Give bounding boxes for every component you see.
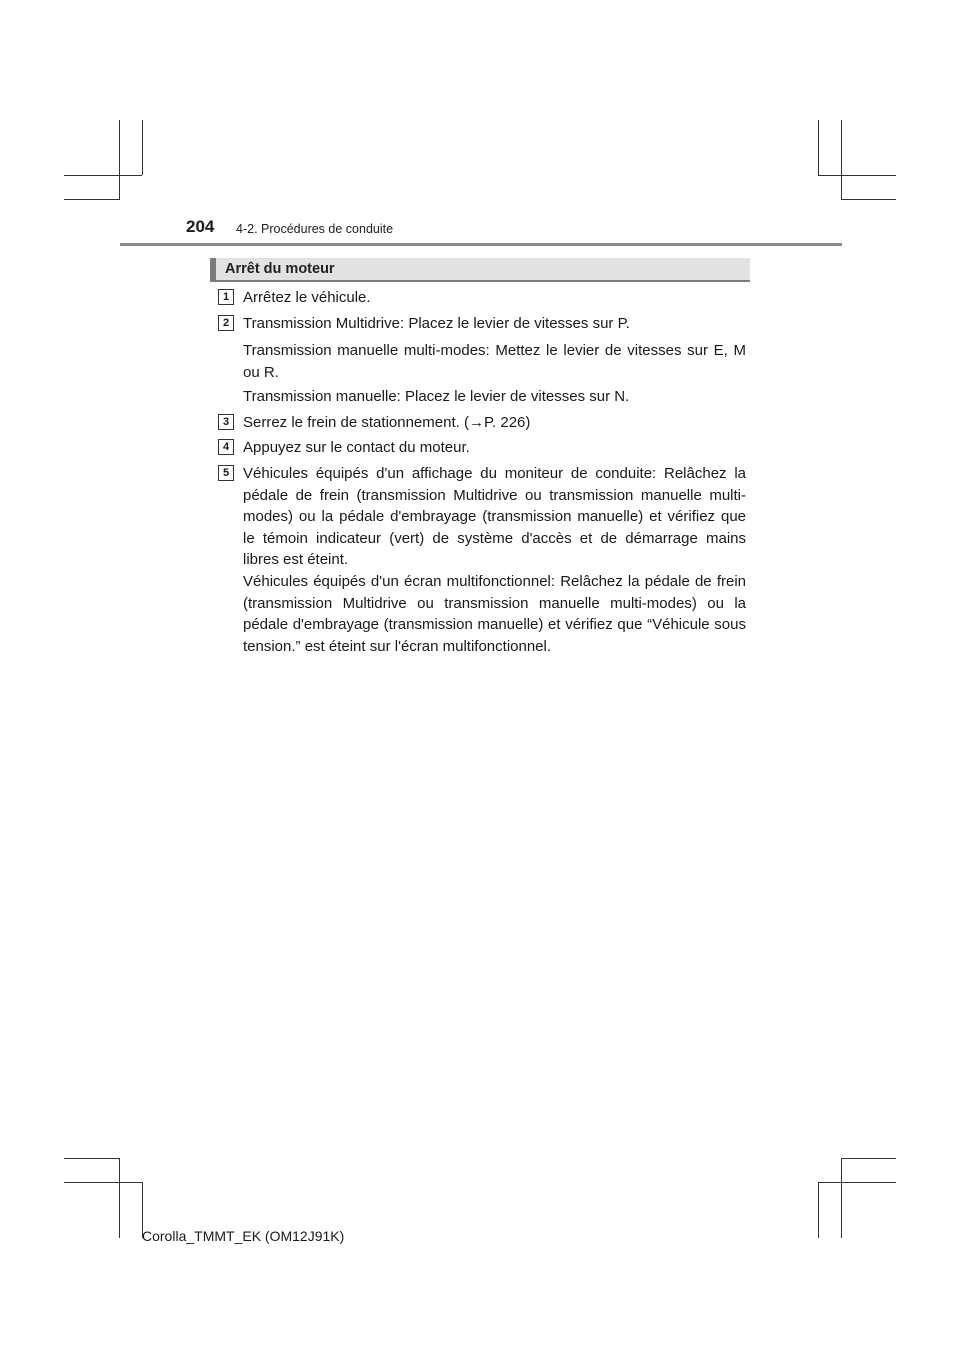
step-number-badge: 3 [218, 414, 234, 430]
step-number-badge: 1 [218, 289, 234, 305]
header-rule [120, 243, 842, 246]
step-text: Véhicules équipés d'un affichage du moniteur de conduite: Relâchez la pédale de frein (transmission Multidrive ou transmission manuelle multi-modes) ou la pédale d'embrayage (transmission manuelle) et vérifiez que le témoin indicateur (vert) de système d'accès et de démarrage mains libres est éteint. [243, 465, 746, 568]
step-text: Appuyez sur le contact du moteur. [243, 439, 470, 456]
document-code: Corolla_TMMT_EK (OM12J91K) [142, 1228, 345, 1244]
step-number-badge: 2 [218, 315, 234, 331]
crop-mark [818, 175, 896, 176]
section-title: Arrêt du moteur [225, 261, 335, 277]
step-text: Transmission manuelle: Placez le levier de vitesses sur N. [243, 388, 630, 405]
step-text: Véhicules équipés d'un écran multifonctionnel: Relâchez la pédale de frein (transmission Multidrive ou transmission manuelle multi-modes) ou la pédale d'embrayage (transmission manuelle) et vérifiez que “Véhicule sous tension.” est éteint sur l'écran multifonctionnel. [243, 573, 746, 655]
step-number-badge: 5 [218, 465, 234, 481]
step-number-badge: 4 [218, 439, 234, 455]
step-text: Arrêtez le véhicule. [243, 289, 371, 306]
crop-mark [841, 1158, 896, 1159]
crop-mark [119, 120, 120, 200]
step-text: Transmission manuelle multi-modes: Mettez le levier de vitesses sur E, M ou R. [243, 342, 746, 381]
crop-mark [818, 1182, 819, 1238]
crop-mark [64, 199, 119, 200]
crop-mark [64, 175, 142, 176]
crop-mark [841, 1158, 842, 1238]
section-heading [210, 258, 750, 282]
crop-mark [64, 1158, 119, 1159]
crop-mark [818, 120, 819, 175]
crop-mark [119, 1158, 120, 1238]
section-label: 4-2. Procédures de conduite [236, 222, 394, 236]
crop-mark [64, 1182, 142, 1183]
crop-mark [142, 120, 143, 175]
step-text: Transmission Multidrive: Placez le levier de vitesses sur P. [243, 315, 630, 332]
page-number: 204 [186, 217, 215, 236]
crop-mark [818, 1182, 896, 1183]
crop-mark [841, 120, 842, 200]
step-text: Serrez le frein de stationnement. (→P. 226) [243, 414, 531, 431]
crop-mark [841, 199, 896, 200]
